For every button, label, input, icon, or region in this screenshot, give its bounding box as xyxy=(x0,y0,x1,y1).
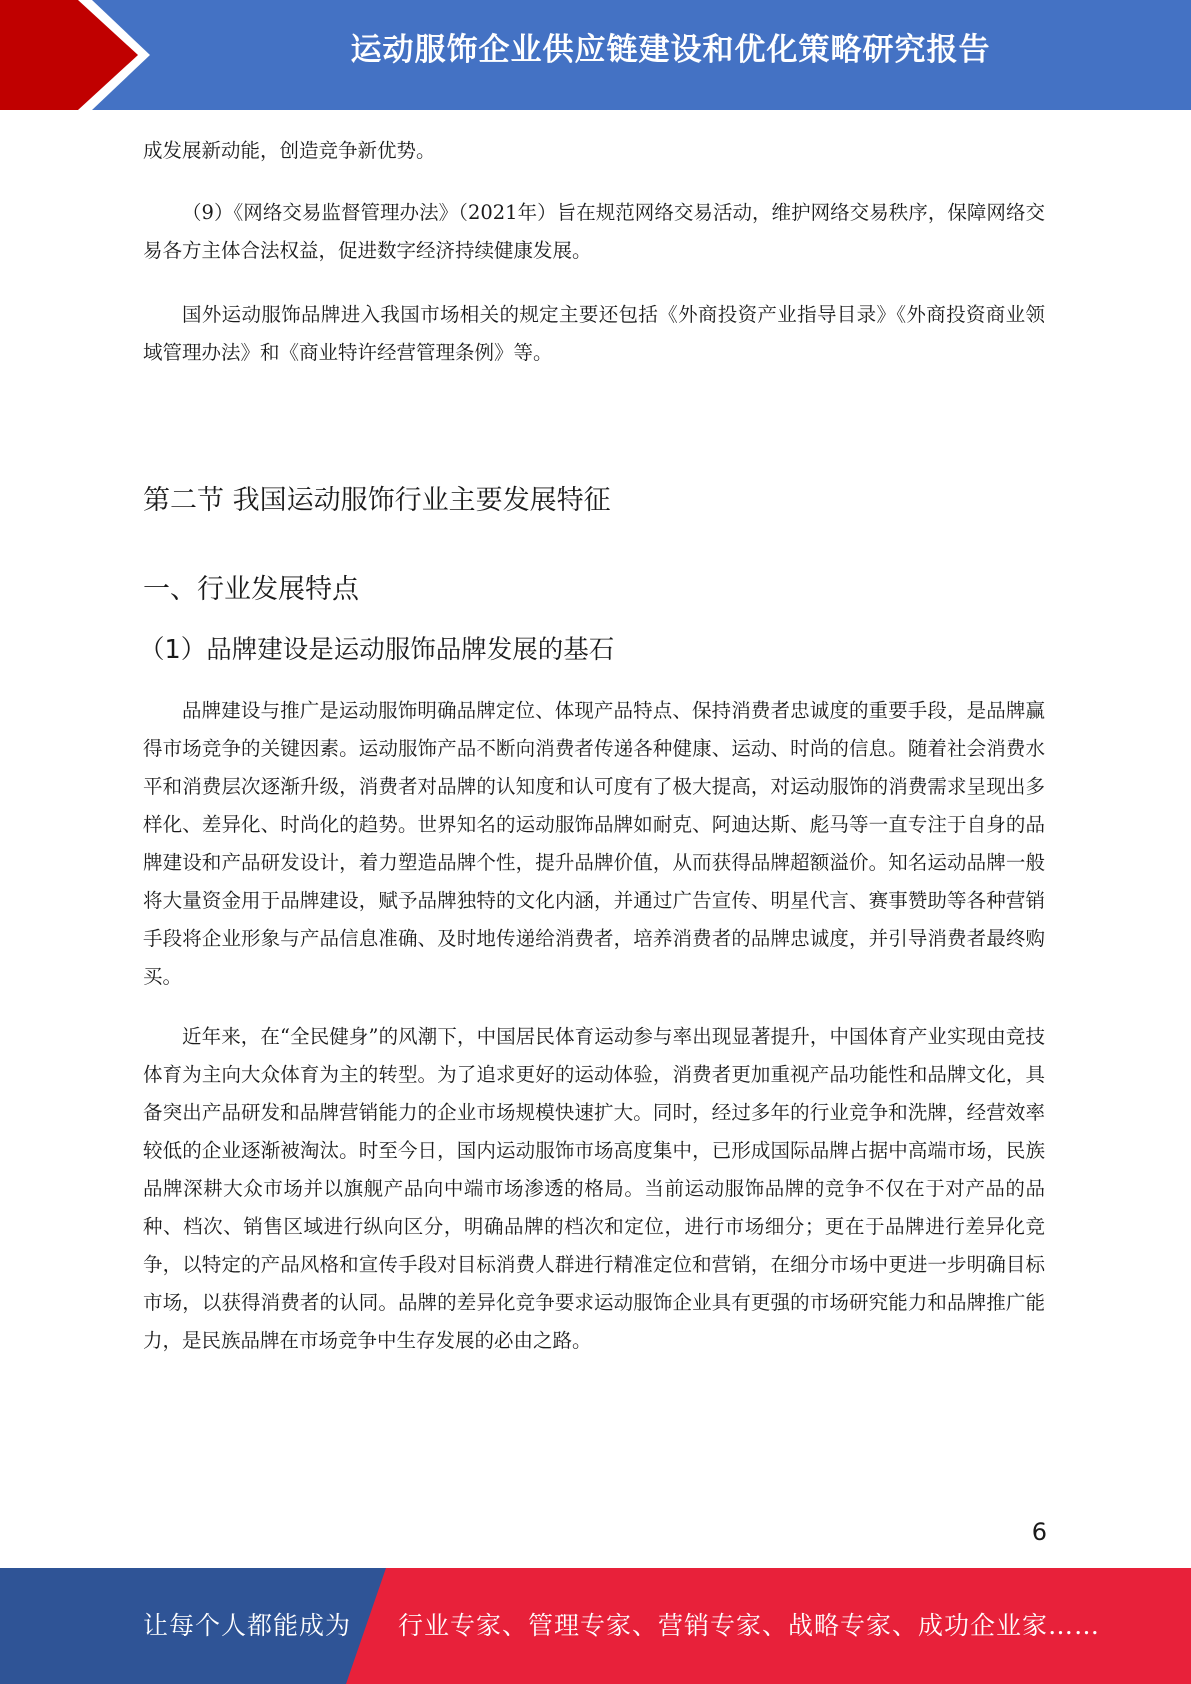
header-title: 运动服饰企业供应链建设和优化策略研究报告 xyxy=(350,32,991,68)
ribbon-decoration xyxy=(0,0,150,110)
page-number: 6 xyxy=(1031,1518,1047,1546)
paragraph: 成发展新动能，创造竞争新优势。 xyxy=(143,139,436,162)
footer-slogan-left: 让每个人都能成为 xyxy=(143,1611,352,1640)
paragraph: 近年来，在“全民健身”的风潮下，中国居民体育运动参与率出现显著提升，中国体育产业实现由竞技体育为主向大众体育为主的转型。为了追求更好的运动体验，消费者更加重视产品功能性和品牌文化，具备突出产品研发和品牌营销能力的企业市场规模快速扩大。同时，经过多年的行业竞争和洗牌，经营效率较低的企业逐渐被淘汰。时至今日，国内运动服饰市场高度集中，已形成国际品牌占据中高端市场，民族品牌深耕大众市场并以旗舰产品向中端市场渗透的格局。当前运动服饰品牌的竞争不仅在于对产品的品种、档次、销售区域进行纵向区分，明确品牌的档次和定位，进行市场细分；更在于品牌进行差异化竞争，以特定的产品风格和宣传手段对目标消费人群进行精准定位和营销，在细分市场中更进一步明确目标市场，以获得消费者的认同。品牌的差异化竞争要求运动服饰企业具有更强的市场研究能力和品牌推广能力，是民族品牌在市场竞争中生存发展的必由之路。 xyxy=(143,1025,1045,1352)
subsection-heading: 一、行业发展特点 xyxy=(143,574,359,605)
section-heading: 第二节 我国运动服饰行业主要发展特征 xyxy=(143,485,611,516)
paragraph: 品牌建设与推广是运动服饰明确品牌定位、体现产品特点、保持消费者忠诚度的重要手段，是品牌赢得市场竞争的关键因素。运动服饰产品不断向消费者传递各种健康、运动、时尚的信息。随着社会消费水平和消费层次逐渐升级，消费者对品牌的认知度和认可度有了极大提高，对运动服饰的消费需求呈现出多样化、差异化、时尚化的趋势。世界知名的运动服饰品牌如耐克、阿迪达斯、彪马等一直专注于自身的品牌建设和产品研发设计，着力塑造品牌个性，提升品牌价值，从而获得品牌超额溢价。知名运动品牌一般将大量资金用于品牌建设，赋予品牌独特的文化内涵，并通过广告宣传、明星代言、赛事赞助等各种营销手段将企业形象与产品信息准确、及时地传递给消费者，培养消费者的品牌忠诚度，并引导消费者最终购买。 xyxy=(143,699,1045,988)
page-header xyxy=(0,0,1191,110)
paragraph: 国外运动服饰品牌进入我国市场相关的规定主要还包括《外商投资产业指导目录》《外商投资商业领域管理办法》和《商业特许经营管理条例》等。 xyxy=(143,303,1045,364)
footer-slogan-right: 行业专家、管理专家、营销专家、战略专家、成功企业家…… xyxy=(398,1611,1101,1640)
page-footer xyxy=(0,1568,1191,1684)
document-body xyxy=(139,132,1045,1360)
paragraph: （9）《网络交易监督管理办法》（2021年）旨在规范网络交易活动，维护网络交易秩序，保障网络交易各方主体合法权益，促进数字经济持续健康发展。 xyxy=(143,201,1045,262)
subsubsection-heading: （1）品牌建设是运动服饰品牌发展的基石 xyxy=(139,635,615,665)
